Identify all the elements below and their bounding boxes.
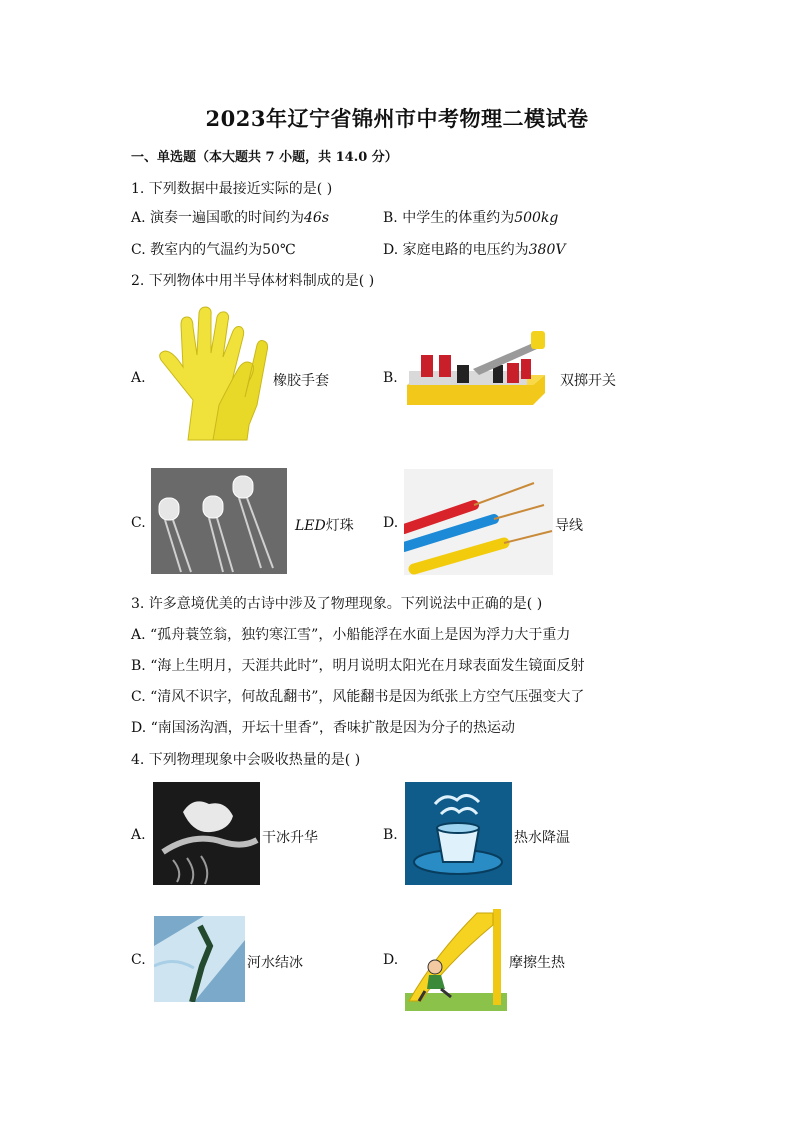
wires-image: [404, 469, 553, 575]
river-freezing-image: [154, 916, 245, 1002]
q1-option-c-text: C. 教室内的气温约为: [131, 242, 263, 258]
q2-option-b-label: 双掷开关: [560, 373, 616, 389]
q1-option-b: [383, 207, 558, 227]
q1-option-a: [131, 207, 329, 227]
friction-heat-slide-image: [405, 905, 507, 1011]
q3-option-b: B. “海上生明月，天涯共此时”，明月说明太阳光在月球表面发生镜面反射: [131, 658, 585, 674]
q3-option-d: D. “南国汤沟酒，开坛十里香”，香味扩散是因为分子的热运动: [131, 720, 515, 736]
q1-option-b-text: B. 中学生的体重约为: [383, 210, 515, 226]
q2-option-b-letter: B.: [383, 370, 398, 386]
section-heading: 一、单选题（本大题共 7 小题，共 14.0 分）: [131, 150, 398, 165]
q1-option-d-value: 380V: [528, 242, 566, 258]
q2-option-d-label: 导线: [555, 518, 583, 534]
q4-option-b-label: 热水降温: [514, 830, 570, 846]
q3-stem: 3. 许多意境优美的古诗中涉及了物理现象。下列说法中正确的是( ): [131, 596, 543, 612]
q2-option-c-letter: C.: [131, 515, 146, 531]
q2-option-c-label-led: LED: [295, 518, 326, 534]
q2-option-a-letter: A.: [131, 370, 146, 386]
page-title: 2023年辽宁省锦州市中考物理二模试卷: [205, 106, 589, 131]
dry-ice-sublimation-image: [153, 782, 260, 885]
q1-option-c-value: 50℃: [262, 242, 296, 258]
q1-option-b-value: 500kg: [514, 210, 559, 226]
q1-option-a-value: 46s: [304, 210, 330, 226]
rubber-gloves-image: [153, 305, 271, 445]
q4-stem: 4. 下列物理现象中会吸收热量的是( ): [131, 752, 361, 768]
q2-option-a-label: 橡胶手套: [273, 373, 329, 389]
q4-option-d-letter: D.: [383, 952, 399, 968]
q2-option-c-label: [295, 515, 354, 535]
led-beads-image: [151, 468, 287, 574]
q4-option-b-letter: B.: [383, 827, 398, 843]
q3-option-c: C. “清风不识字，何故乱翻书”，风能翻书是因为纸张上方空气压强变大了: [131, 689, 585, 705]
q4-option-a-letter: A.: [131, 827, 146, 843]
hot-water-cooling-image: [405, 782, 512, 885]
q4-option-c-letter: C.: [131, 952, 146, 968]
q2-stem: 2. 下列物体中用半导体材料制成的是( ): [131, 273, 375, 289]
q2-option-d-letter: D.: [383, 515, 399, 531]
q4-option-c-label: 河水结冰: [247, 955, 303, 971]
q2-option-c-label-text: 灯珠: [325, 518, 354, 534]
q1-option-d: [383, 239, 565, 259]
q4-option-d-label: 摩擦生热: [509, 955, 565, 971]
q1-option-c: [131, 239, 296, 259]
q1-option-d-text: D. 家庭电路的电压约为: [383, 242, 529, 258]
q1-option-a-text: A. 演奏一遍国歌的时间约为: [131, 210, 305, 226]
q4-option-a-label: 干冰升华: [262, 830, 318, 846]
q1-stem: 1. 下列数据中最接近实际的是( ): [131, 181, 333, 197]
q3-option-a: A. “孤舟蓑笠翁，独钓寒江雪”，小船能浮在水面上是因为浮力大于重力: [131, 627, 571, 643]
double-throw-switch-image: [403, 325, 548, 410]
